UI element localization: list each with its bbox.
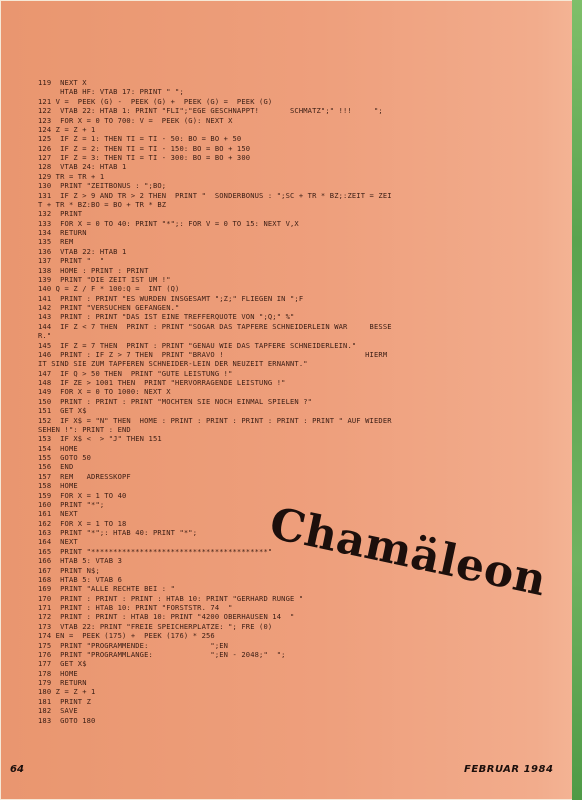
page-edge-strip — [572, 0, 582, 800]
code-line: IT SIND SIE ZUM TAPFEREN SCHNEIDER-LEIN DER NEUZEIT ERNANNT." — [38, 359, 308, 369]
code-line: 180 Z = Z + 1 — [38, 687, 96, 697]
code-line: 172 PRINT : PRINT : HTAB 10: PRINT "4200 OBERHAUSEN 14 " — [38, 612, 295, 622]
code-line: 133 FOR X = 0 TO 40: PRINT "*";: FOR V = 0 TO 15: NEXT V,X — [38, 218, 299, 228]
code-line: 124 Z = Z + 1 — [38, 124, 96, 134]
code-line: 153 IF X$ < > "J" THEN 151 — [38, 434, 162, 444]
code-line: 171 PRINT : HTAB 10: PRINT "FORSTSTR. 74 " — [38, 603, 233, 612]
code-line: 160 PRINT "*"; — [38, 499, 105, 509]
code-line: 159 FOR X = 1 TO 40 — [38, 490, 127, 500]
code-line: 144 IF Z < 7 THEN PRINT : PRINT "SOGAR DAS TAPFERE SCHNEIDERLEIN WAR BESSE — [38, 321, 392, 331]
code-line: 179 RETURN — [38, 678, 87, 687]
code-line: 134 RETURN — [38, 228, 87, 237]
issue-date: FEBRUAR 1984 — [464, 764, 554, 775]
basic-program-listing — [38, 78, 568, 725]
code-line: 126 IF Z = 2: THEN TI = TI - 150: BO = BO + 150 — [38, 143, 251, 153]
code-line: 165 PRINT "****************************************" — [38, 546, 273, 556]
code-line: 121 V = PEEK (G) - PEEK (G) + PEEK (G) = PEEK (G) — [38, 96, 273, 106]
article-title: Chamäleon — [265, 498, 551, 607]
code-line: 137 PRINT " " — [38, 256, 105, 266]
code-line: 143 PRINT : PRINT "DAS IST EINE TREFFERQUOTE VON ";Q;" %" — [38, 312, 295, 322]
code-line: 181 PRINT Z — [38, 696, 92, 706]
code-line: 183 GOTO 180 — [38, 715, 96, 725]
code-line: 125 IF Z = 1: THEN TI = TI - 50: BO = BO + 50 — [38, 134, 242, 144]
code-line: 138 HOME : PRINT : PRINT — [38, 265, 149, 275]
code-line: SEHEN !": PRINT : END — [38, 424, 131, 434]
code-line: 169 PRINT "ALLE RECHTE BEI : " — [38, 584, 176, 594]
code-line: 167 PRINT N$; — [38, 565, 100, 575]
code-line: 146 PRINT : IF Z > 7 THEN PRINT "BRAVO ! HIERM — [38, 349, 388, 359]
code-line: 156 END — [38, 462, 74, 472]
code-line: 131 IF Z > 9 AND TR > 2 THEN PRINT " SONDERBONUS : ";SC + TR * BZ;:ZEIT = ZEI — [38, 190, 392, 200]
code-line: 168 HTAB 5: VTAB 6 — [38, 574, 122, 584]
code-line: 177 GET X$ — [38, 659, 87, 669]
code-line: 135 REM — [38, 237, 74, 247]
code-line: 175 PRINT "PROGRAMMENDE: ";EN — [38, 640, 229, 650]
code-line: 178 HOME — [38, 668, 78, 678]
code-line: 128 VTAB 24: HTAB 1 — [38, 162, 127, 172]
code-line: 147 IF Q > 50 THEN PRINT "GUTE LEISTUNG !" — [38, 368, 233, 378]
code-line: HTAB HF: VTAB 17: PRINT " "; — [38, 87, 184, 97]
code-line: 150 PRINT : PRINT : PRINT "MOCHTEN SIE NOCH EINMAL SPIELEN ?" — [38, 396, 313, 406]
code-line: 123 FOR X = 0 TO 700: V = PEEK (G): NEXT X — [38, 115, 233, 125]
code-line: 127 IF Z = 3: THEN TI = TI - 300: BO = BO + 300 — [38, 153, 251, 162]
page-number: 64 — [10, 764, 24, 775]
code-line: 132 PRINT — [38, 209, 83, 219]
code-line: 119 NEXT X — [38, 78, 87, 87]
code-line: 136 VTAB 22: HTAB 1 — [38, 246, 127, 256]
code-line: 164 NEXT — [38, 537, 78, 547]
code-line: 174 EN = PEEK (175) + PEEK (176) * 256 — [38, 631, 215, 641]
code-line: 157 REM ADRESSKOPF — [38, 471, 131, 481]
code-line: 161 NEXT — [38, 509, 78, 519]
code-line: 151 GET X$ — [38, 406, 87, 416]
code-line: 163 PRINT "*";: HTAB 40: PRINT "*"; — [38, 528, 198, 537]
code-line: 154 HOME — [38, 443, 78, 453]
code-line: 166 HTAB 5: VTAB 3 — [38, 556, 122, 566]
code-line: 162 FOR X = 1 TO 18 — [38, 518, 127, 528]
code-line: 182 SAVE — [38, 706, 78, 716]
code-line: 139 PRINT "DIE ZEIT IST UM !" — [38, 274, 171, 284]
code-line: 122 VTAB 22: HTAB 1: PRINT "FLI";"EGE GESCHNAPPT! SCHMATZ";" !!! "; — [38, 106, 383, 116]
code-line: 129 TR = TR + 1 — [38, 171, 105, 181]
code-line: 148 IF ZE > 1001 THEN PRINT "HERVORRAGENDE LEISTUNG !" — [38, 378, 286, 387]
code-line: 145 IF Z = 7 THEN PRINT : PRINT "GENAU WIE DAS TAPFERE SCHNEIDERLEIN." — [38, 340, 357, 350]
code-line: T + TR * BZ:BO = BO + TR * BZ — [38, 199, 167, 209]
code-line: 152 IF X$ = "N" THEN HOME : PRINT : PRINT : PRINT : PRINT : PRINT " AUF WIEDER — [38, 415, 392, 425]
code-line: 170 PRINT : PRINT : PRINT : HTAB 10: PRINT "GERHARD RUNGE " — [38, 593, 304, 603]
code-line: 130 PRINT "ZEITBONUS : ";BO; — [38, 181, 167, 191]
code-line: 176 PRINT "PROGRAMMLANGE: ";EN - 2048;" "; — [38, 649, 286, 659]
code-line: 149 FOR X = 0 TO 1000: NEXT X — [38, 387, 171, 397]
code-line: 140 Q = Z / F * 100:Q = INT (Q) — [38, 284, 180, 294]
code-line: 155 GOTO 50 — [38, 453, 92, 462]
code-line: 173 VTAB 22: PRINT "FREIE SPEICHERPLATZE: "; FRE (0) — [38, 621, 273, 631]
code-line: 141 PRINT : PRINT "ES WURDEN INSGESAMT ";Z;" FLIEGEN IN ";F — [38, 293, 304, 303]
code-line: R." — [38, 331, 52, 341]
code-line: 142 PRINT "VERSUCHEN GEFANGEN." — [38, 303, 180, 312]
code-line: 158 HOME — [38, 481, 78, 491]
